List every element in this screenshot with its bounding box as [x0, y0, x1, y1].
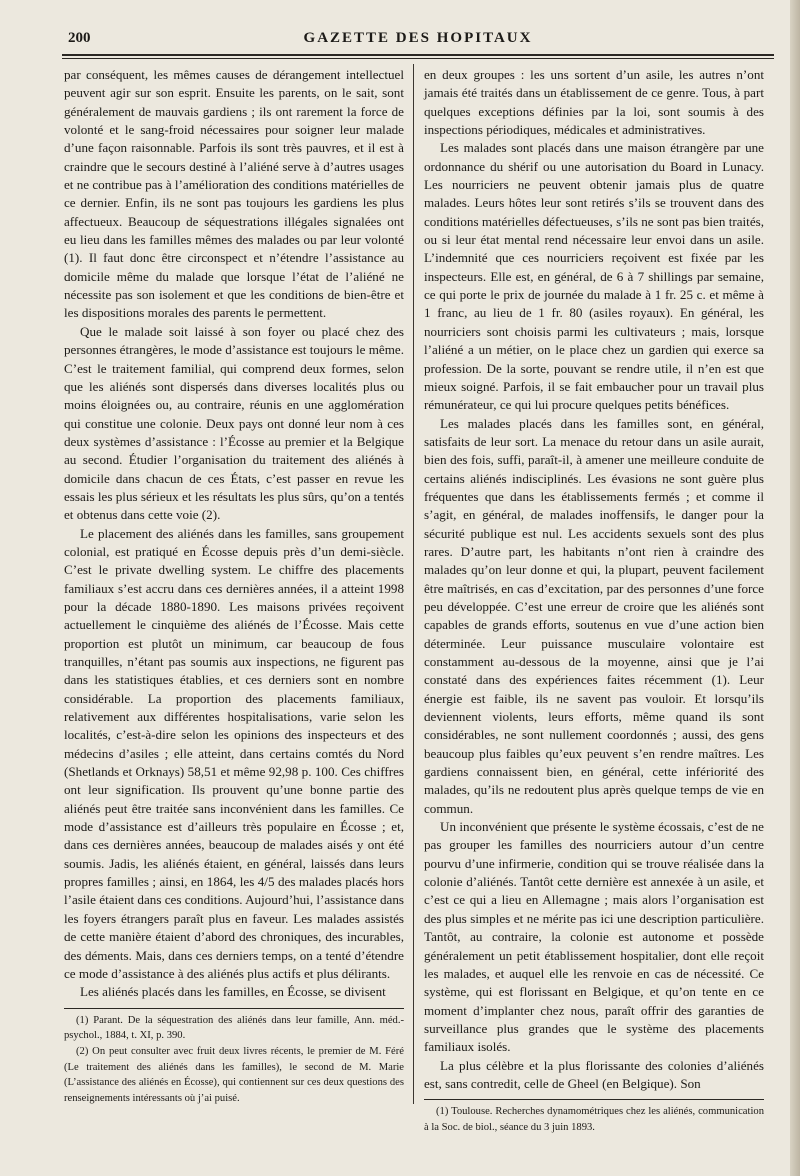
footnotes [424, 1104, 764, 1135]
header-rule [62, 54, 774, 56]
footnote-rule [424, 1099, 764, 1100]
paragraph: Les aliénés placés dans les familles, en Écosse, se divisent [80, 984, 386, 1000]
header-rule-thin [62, 58, 774, 59]
left-column [64, 66, 404, 1107]
footnote: (1) Toulouse. Recherches dynamométriques chez les aliénés, communication à la Soc. de biol., séance du 3 juin 1893. [424, 1106, 764, 1133]
right-column [424, 66, 764, 1136]
page-header [62, 26, 774, 52]
paragraph: en deux groupes : les uns sortent d’un asile, les autres n’ont jamais été traités dans un établissement de ce genre. Tous, à part quelques exceptions définies par la loi, sont soumis à des inspections périodiques, médicales et administratives. [424, 67, 764, 138]
page-edge-shadow [790, 0, 800, 1176]
paragraph: Que le malade soit laissé à son foyer ou placé chez des personnes étrangères, le mode d’assistance est toujours le même. C’est le traitement familial, qui comprend deux formes, selon que les aliénés sont dispersés dans diverses localités plus ou moins éloignées ou, au contraire, réunis en une agglomération qui constitue une colonie. Deux pays ont donné leur nom à ces deux systèmes d’assistance : l’Écosse au premier et la Belgique au second. Étudier l’organisation du traitement des aliénés à domicile dans chacun de ces États, c’est passer en revue les essais les plus sérieux et les résultats les plus sûrs, qu’on a tentés et obtenus dans cette voie (2). [64, 323, 404, 523]
paragraph: Un inconvénient que présente le système écossais, c’est de ne pas grouper les familles des nourriciers autour d’un centre pourvu d’une infirmerie, condition qui se trouve réalisée dans la colonie d’aliénés. Tantôt cette dernière est annexée à un asile, et c’est ce qui a lieu en Allemagne ; mais alors l’organisation est des plus simples et ne mérite pas ici une description particulière. Tantôt, au contraire, la colonie est autonome et possède généralement un petit établissement hospitalier, dont elle reçoit les malades, et auquel elle les renvoie en cas de nécessité. Ce système, qui est florissant en Belgique, et qu’on tente en ce moment d’implanter chez nous, paraît offrir des garanties de surveillance plus grandes que le système des placements familiaux isolés. [424, 819, 764, 1055]
footnote-rule [64, 1008, 404, 1009]
paragraph: La plus célèbre et la plus florissante des colonies d’aliénés est, sans contredit, celle de Gheel (en Belgique). Son [424, 1057, 764, 1091]
page-number: 200 [68, 30, 91, 46]
paragraph: Les malades sont placés dans une maison étrangère par une ordonnance du shérif ou une autorisation du Board in Lunacy. Les nourriciers ne peuvent obtenir jamais plus de quatre malades. Leurs hôtes leur sont retirés s’ils se trouvent dans des conditions matérielles défectueuses, s’ils ne sont pas bien traités, ou si leur état mental rend nécessaire leur envoi dans un asile. L’indemnité que ces nourriciers reçoivent est fixée par les inspecteurs. Elle est, en général, de 6 à 7 shillings par semaine, ce qui porte le prix de journée du malade à 1 fr. 25 c. et même à 1 franc, au lieu de 1 fr. 80 (asiles royaux). En général, les nourriciers sont choisis parmi les cultivateurs ; mais, lorsque l’aliéné a un métier, on le place chez un gardien qui exerce sa profession. De la sorte, pouvant se rendre utile, il n’en est que mieux soigné. Parfois, il se fait embaucher pour un travail plus rémunérateur, ce qui lui procure quelques petits bénéfices. [424, 140, 764, 413]
paragraph: Les malades placés dans les familles sont, en général, satisfaits de leur sort. La menace du retour dans un asile aurait, bien des fois, suffi, paraît-il, à amener une meilleure conduite de certains aliénés indisciplinés. Les évasions ne sont guère plus fréquentes que dans les établissements fermés ; et comme il s’agit, en général, de malades inoffensifs, le danger pour la sécurité publique est nul. Les accidents sexuels sont des plus rares. D’autre part, les habitants n’ont rien à craindre des malades qu’on leur donne et qui, la plupart, peuvent facilement être maîtrisés, en cas d’excitation, par des personnes d’une force peu développée. C’est une erreur de croire que les aliénés sont capables de grands efforts, soutenus en vue d’une action bien déterminée. Leur puissance musculaire volontaire est constamment au-dessous de la moyenne, ainsi que je l’ai constaté dans des expériences faites récemment (1). Leur énergie est faible, ils ne savent pas vouloir. Et lorsqu’ils deviennent violents, leurs efforts, même quand ils sont considérables, ne sont nullement coordonnés ; aussi, des gens beaucoup plus faibles qu’eux peuvent s’en rendre maîtres. Les gardiens connaissent bien, en général, cette infériorité des malades, qu’ils ne redoutent plus après quelque temps de vie en commun. [424, 415, 764, 816]
paragraph: Le placement des aliénés dans les familles, sans groupement colonial, est pratiqué en Écosse depuis près d’un demi-siècle. C’est le private dwelling system. Le chiffre des placements familiaux s’est accru dans ces dernières années, il a atteint 1998 pour la décade 1880-1890. Les maisons privées reçoivent actuellement le cinquième des aliénés de l’Écosse. Mais cette proportion est plutôt un minimum, car beaucoup de fous tranquilles, n’étant pas soumis aux inspections, ne figurent pas dans les statistiques établies, et ces derniers sont en nombre considérable. La proportion des placements familiaux, relativement aux différentes hospitalisations, varie selon les localités, c’est-à-dire selon les opinions des inspecteurs et des médecins d’asiles ; elle atteint, dans certains comtés du Nord (Shetlands et Orknays) 58,51 et même 92,98 p. 100. Ces chiffres ont leur signification. Ils prouvent qu’une bonne partie des aliénés peut être traitée sans inconvénient dans les familles. Ce mode d’assistance est d’ailleurs très populaire en Écosse ; et, dans ces dernières années, beaucoup de malades aisés y ont été soumis. Jadis, les aliénés étaient, en général, laissés dans leurs propres familles ; ainsi, en 1864, les 4/5 des malades placés hors l’asile étaient dans ces conditions. Aujourd’hui, l’assistance dans les foyers étrangers paraît plus en faveur. Les malades assistés de cette manière étaient d’abord des chroniques, des incurables, des déments. Mais, dans ces derniers temps, on a tenté d’étendre ce mode d’assistance à des aliénés plus actifs et plus délirants. [64, 525, 404, 981]
footnote: (1) Parant. De la séquestration des aliénés dans leur famille, Ann. méd.-psychol., 1884, t. XI, p. 390. [64, 1014, 404, 1042]
running-title: GAZETTE DES HOPITAUX [303, 30, 533, 46]
paragraph: par conséquent, les mêmes causes de dérangement intellectuel peuvent agir sur son esprit. Ensuite les parents, on le sait, sont généralement de mauvais gardiens ; ils ont rarement la force de volonté et le sang-froid nécessaires pour soigner leur malade d’une façon raisonnable. Parfois ils sont très pauvres, et il est à craindre que le secours destiné à l’aliéné serve à d’autres usages et ne contribue pas à l’amélioration des conditions matérielles de ce dernier. Enfin, ils ne sont pas toujours les gardiens les plus affectueux. Beaucoup de séquestrations illégales signalées ont eu lieu dans les familles mêmes des malades ou par leur volonté (1). Il faut donc être circonspect et n’étendre l’assistance au domicile même du malade que lorsque l’état de l’aliéné ne nécessite pas son isolement et que les conditions de bien-être et les dispositions morales des parents le permettent. [64, 67, 404, 321]
footnote: (2) On peut consulter avec fruit deux livres récents, le premier de M. Féré (Le traitement des aliénés dans les familles), le second de M. Marie (L’assistance des aliénés en Écosse), qui contiennent sur ces deux questions des renseignements intéressants où j’ai puisé. [64, 1045, 404, 1105]
footnotes [64, 1013, 404, 1107]
column-divider [413, 64, 414, 1104]
